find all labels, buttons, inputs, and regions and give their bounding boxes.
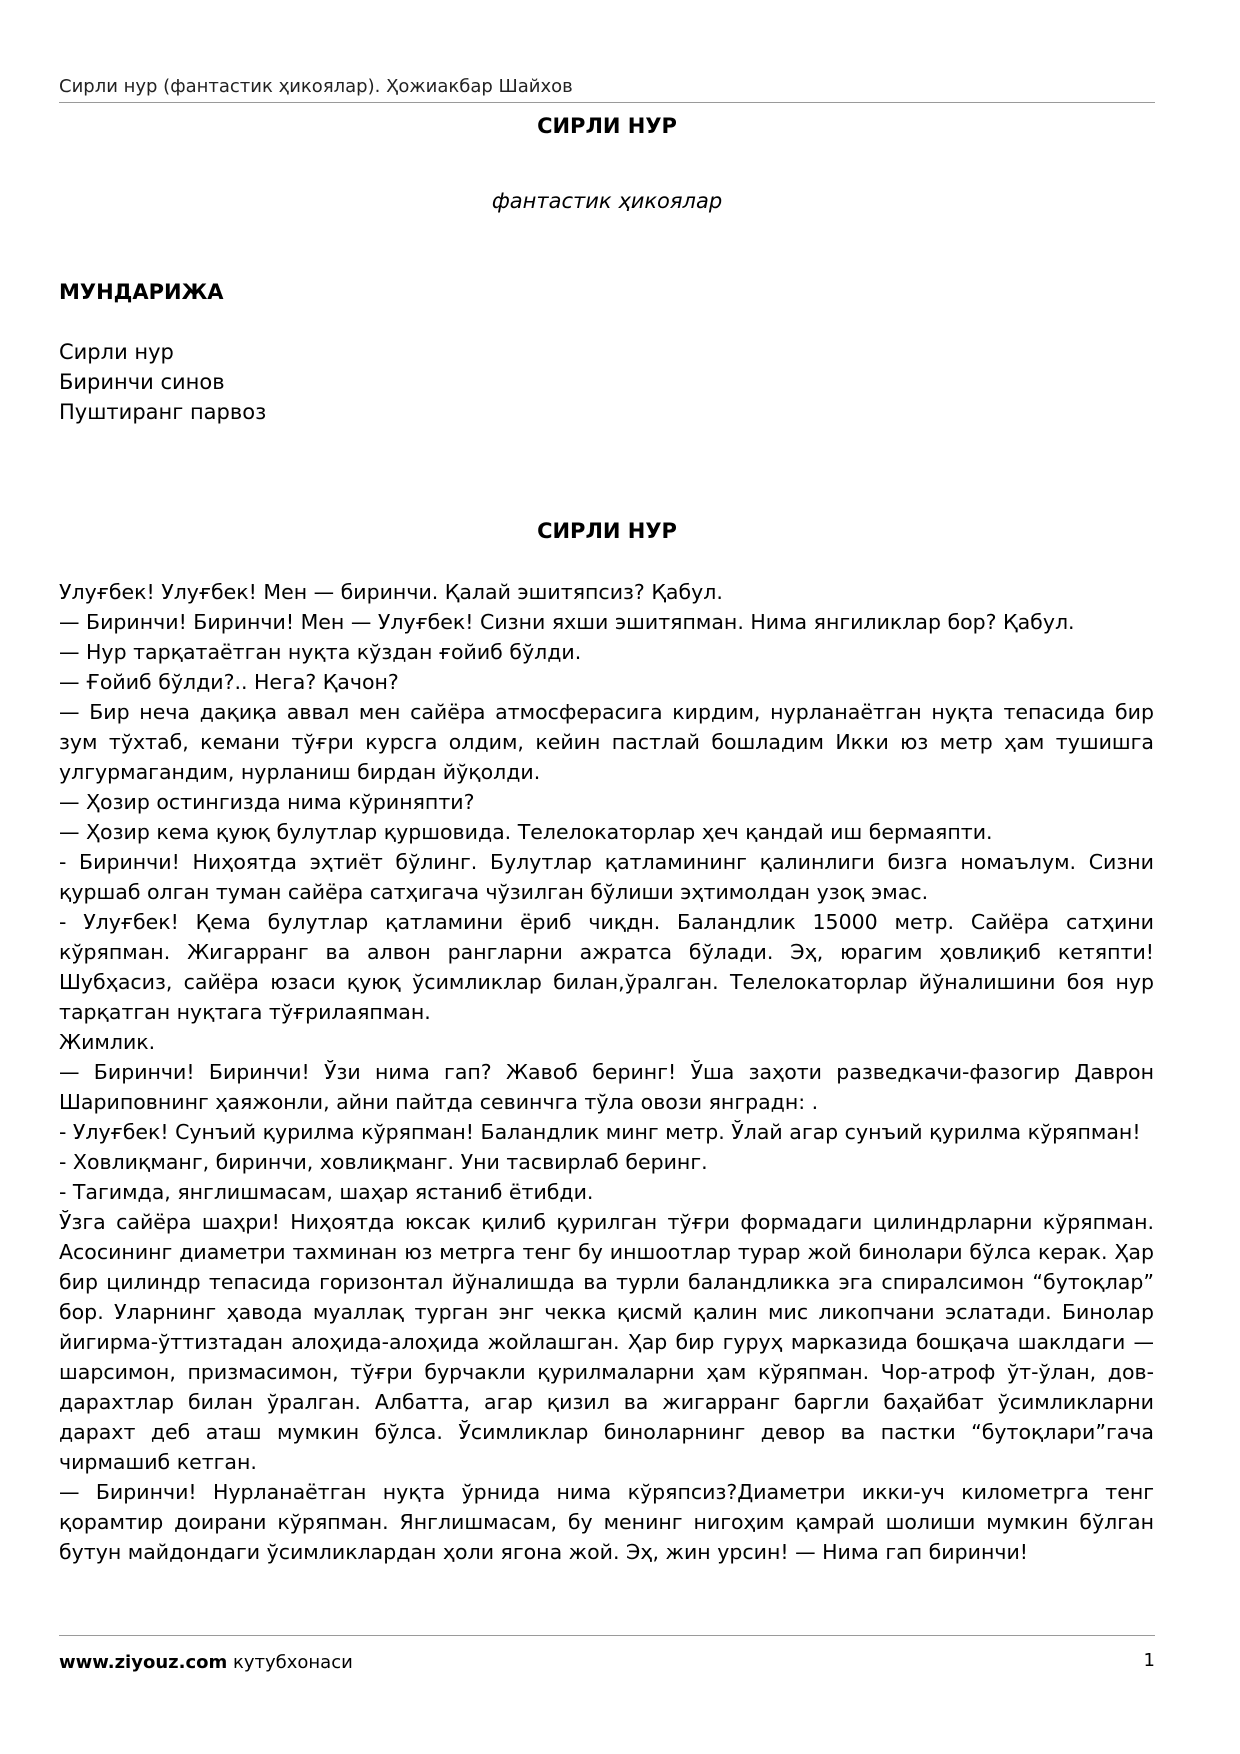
story-paragraph: — Бир неча дақиқа аввал мен сайёра атмосферасига кирдим, нурланаётган нуқта тепасида бир зум тўхтаб, кемани тўғри курсга олдим, кейин пастлай бошладим Икки юз метр ҳам тушишга улгурмагандим, нурланиш бирдан йўқолди. — [59, 700, 1154, 784]
book-title: СИРЛИ НУР — [537, 114, 677, 138]
story-paragraph: Жимлик. — [59, 1030, 156, 1054]
footer-credit — [59, 1648, 353, 1678]
footer-site-suffix: кутубхонаси — [227, 1652, 353, 1673]
story-paragraph: — Биринчи! Нурланаётган нуқта ўрнида нима кўряпсиз?Диаметри икки-уч километрга тенг қорамтир доирани кўряпман. Янглишмасам, бу менинг нигоҳим қамрай шолиши мумкин бўлган бутун майдондаги ўсимликлардан ҳоли ягона жой. Эҳ, жин урсин! — Нима гап биринчи! — [59, 1480, 1154, 1564]
story-paragraph: Ўзга сайёра шаҳри! Ниҳоятда юксак қилиб қурилган тўғри формадаги цилиндрларни кўряпман. Асосининг диаметри тахминан юз метрга тенг бу иншоотлар турар жой бинолари бўлса керак. Ҳар бир цилиндр тепасида горизонтал йўналишда ва турли баландликка эга спиралсимон “бутоқлар” бор. Уларнинг ҳавода муаллақ турган энг чекка қисмй қалин мис ликопчани эслатади. Бинолар йигирма-ўттизтадан алоҳида-алоҳида жойлашган. Ҳар бир гуруҳ марказида бошқача шаклдаги — шарсимон, призмасимон, тўғри бурчакли қурилмаларни ҳам кўряпман. Чор-атроф ўт-ўлан, дов-дарахтлар билан ўралган. Албатта, агар қизил ва жигарранг баргли баҳайбат ўсимликларни дарахт деб аташ мумкин бўлса. Ўсимликлар биноларнинг девор ва пастки “бутоқлари”гача чирмашиб кетган. — [59, 1210, 1154, 1474]
story-paragraph: — Биринчи! Биринчи! Мен — Улуғбек! Сизни яхши эшитяпман. Нима янгиликлар бор? Қабул. — [59, 610, 1075, 634]
story-paragraph: - Улуғбек! Қема булутлар қатламини ёриб чиқдн. Баландлик 15000 метр. Сайёра сатҳини кўряпман. Жигарранг ва алвон рангларни ажратса бўлади. Эҳ, юрагим ҳовлиқиб кетяпти! Шубҳасиз, сайёра юзаси қуюқ ўсимликлар билан,ўралган. Телелокаторлар йўналишини боя нур тарқатган нуқтага тўғрилаяпман. — [59, 910, 1154, 1024]
toc-item[interactable]: Сирли нур — [59, 340, 174, 364]
page-footer — [59, 1635, 1155, 1680]
running-title: Сирли нур (фантастик ҳикоялар). Ҳожиакбар Шайхов — [59, 76, 573, 97]
page-number: 1 — [1143, 1650, 1155, 1671]
toc-item[interactable]: Биринчи синов — [59, 370, 225, 394]
story-paragraph: — Ғойиб бўлди?.. Нега? Қачон? — [59, 670, 399, 694]
toc-heading: МУНДАРИЖА — [59, 280, 224, 304]
story-title: СИРЛИ НУР — [537, 519, 677, 543]
story-paragraph: - Биринчи! Ниҳоятда эҳтиёт бўлинг. Булутлар қатламининг қалинлиги бизга номаълум. Сизни қуршаб олган туман сайёра сатҳигача чўзилган бўлиши эҳтимолдан узоқ эмас. — [59, 850, 1154, 904]
story-paragraph: — Ҳозир кема қуюқ булутлар қуршовида. Телелокаторлар ҳеч қандай иш бермаяпти. — [59, 820, 993, 844]
story-paragraph: - Ховлиқманг, биринчи, ховлиқманг. Уни тасвирлаб беринг. — [59, 1150, 708, 1174]
story-paragraph: — Ҳозир остингизда нима кўриняпти? — [59, 790, 475, 814]
story-paragraph: - Тагимда, янглишмасам, шаҳар ястаниб ётибди. — [59, 1180, 594, 1204]
story-paragraph: Улуғбек! Улуғбек! Мен — биринчи. Қалай эшитяпсиз? Қабул. — [59, 580, 723, 604]
footer-site-link[interactable]: www.ziyouz.com — [59, 1652, 228, 1673]
toc-item[interactable]: Пуштиранг парвоз — [59, 400, 267, 424]
story-paragraph: — Биринчи! Биринчи! Ўзи нима гап? Жавоб беринг! Ўша заҳоти разведкачи-фазогир Даврон Шариповнинг ҳаяжонли, айни пайтда севинчга тўла овози янградн: . — [59, 1060, 1154, 1114]
story-body — [59, 577, 1154, 1567]
book-subtitle: фантастик ҳикоялар — [491, 189, 723, 213]
toc-list — [59, 337, 266, 427]
story-paragraph: - Улуғбек! Сунъий қурилма кўряпман! Баландлик минг метр. Ўлай агар сунъий қурилма кўряпман! — [59, 1120, 1141, 1144]
story-paragraph: — Нур тарқатаётган нуқта кўздан ғойиб бўлди. — [59, 640, 582, 664]
page-header — [59, 72, 1155, 103]
